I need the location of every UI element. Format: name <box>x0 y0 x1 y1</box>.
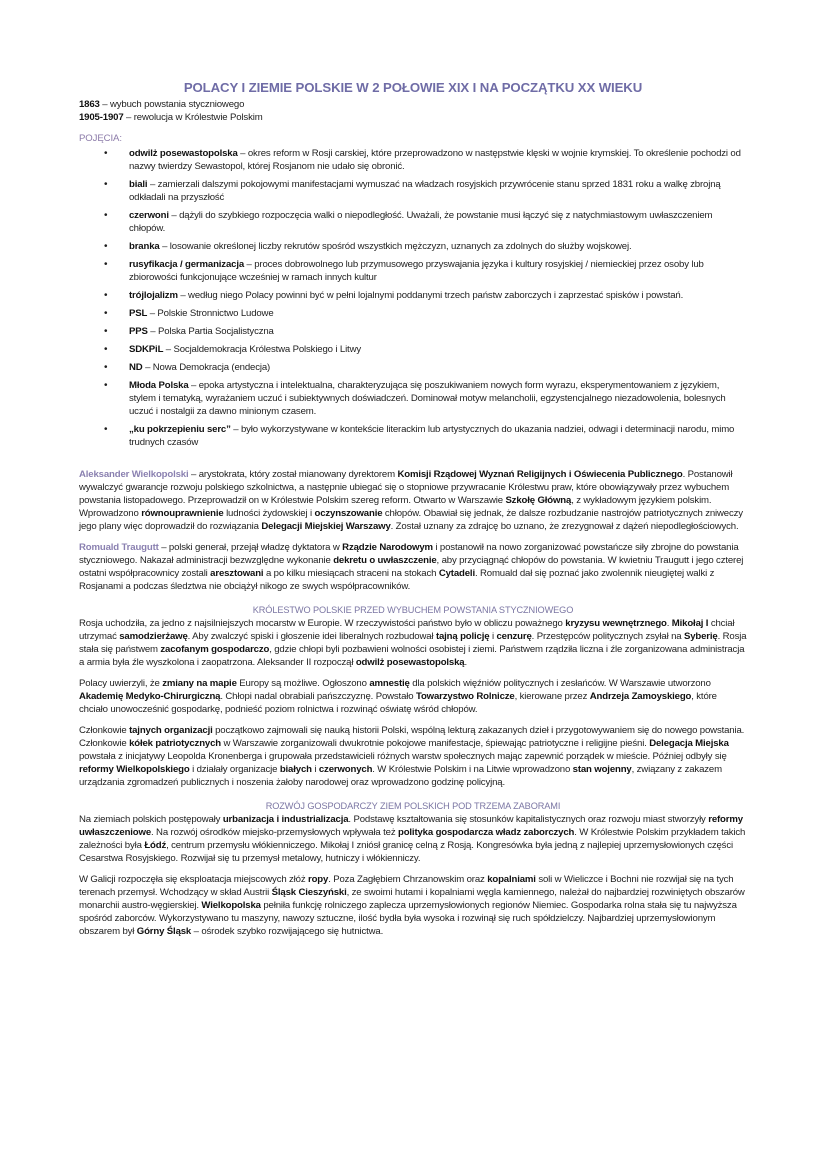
text-run: . Poza Zagłębiem Chrzanowskim oraz <box>328 874 488 885</box>
persons-block <box>79 468 747 593</box>
bullet-icon: • <box>104 424 108 435</box>
section-heading: ROZWÓJ GOSPODARCZY ZIEM POLSKICH POD TRZEMA ZABORAMI <box>265 801 561 811</box>
text-run: , związany z zakazem urządzania zgromadzeń publicznych i noszenia żałoby narodowej oraz wprowadzono godzinę policyjną. <box>79 764 722 788</box>
term-definition: – zamierzali dalszymi pokojowymi manifestacjami wymuszać na władzach rosyjskich przywrócenie stanu sprzed 1831 roku a walkę zbrojną odkładali na przyszłość <box>129 179 721 203</box>
bold-term: czerwonych <box>318 764 373 775</box>
term-definition: – epoka artystyczna i intelektualna, charakteryzująca się poszukiwaniem nowych form wyrazu, eksperymentowaniem z językiem, stylem i tematyką, wyrażaniem uczuć i subiektywnych doświadczeń. Dominował motyw melancholii, egzystencjalnego niezadowolenia, bolesnych uczuć i nostalgii za dawno minionym czasem. <box>129 380 726 417</box>
bold-term: Akademię Medyko-Chirurgiczną <box>79 691 221 702</box>
text-run: Rosja uchodziła, za jedno z najsilniejszych mocarstw w Europie. W rzeczywistości państwo było w obliczu poważnego <box>79 618 566 629</box>
bold-term: urbanizacja i industrializacja <box>222 814 349 825</box>
bold-term: kopalniami <box>487 874 536 885</box>
term-item <box>79 325 747 338</box>
text-run: – arystokrata, który został mianowany dyrektorem <box>188 469 398 480</box>
term-definition: – Nowa Demokracja (endecja) <box>142 362 271 373</box>
date-value: 1905-1907 <box>79 112 124 123</box>
bold-term: polityka gospodarcza władz zaborczych <box>398 827 575 838</box>
text-run: a po kilku miesiącach straceni na stokach <box>263 568 439 579</box>
bullet-icon: • <box>104 380 108 391</box>
bold-term: reformy Wielkopolskiego <box>79 764 190 775</box>
text-run: , które chciało unowocześnić gospodarkę, podnieść poziom rolnictwa i rozwinąć oświatę wśród chłopów. <box>79 691 717 715</box>
bullet-icon: • <box>104 326 108 337</box>
text-run: i <box>489 631 497 642</box>
text-run: . Postanowił wywalczyć gwarancje rozwoju polskiego szkolnictwa, a następnie ubiegać się o stopniowe przywracanie Królestwu praw, które obowiązywały przez wybuchem powstania listopadowego. Przeprowadził on w Królestwie Polskim szereg reform. Otwarto w Warszawie <box>79 469 733 506</box>
term-definition: – losowanie określonej liczby rekrutów spośród wszystkich mężczyzn, uznanych za zdolnych do służby wojskowej. <box>159 241 632 252</box>
bold-term: dekretu o uwłaszczenie <box>333 555 437 566</box>
term-item <box>79 258 747 284</box>
bold-term: równouprawnienie <box>141 508 224 519</box>
section-paragraph <box>79 813 747 865</box>
person-name: Romuald Traugutt <box>79 542 159 553</box>
bold-term: Szkołę Główną <box>505 495 572 506</box>
text-run: . W Królestwie Polskim przykładem takich zależności była <box>79 827 746 851</box>
text-run: i <box>311 764 319 775</box>
term-name: PPS <box>129 326 148 337</box>
bold-term: białych <box>279 764 312 775</box>
terms-list <box>79 147 747 449</box>
spacer <box>79 454 747 468</box>
text-run: . Rosja stała się państwem <box>79 631 747 655</box>
bold-term: ropy <box>308 874 329 885</box>
date-value: 1863 <box>79 99 100 110</box>
text-run: . Przestępców politycznych zsyłał na <box>531 631 684 642</box>
bold-term: stan wojenny <box>572 764 632 775</box>
bold-term: samodzierżawę <box>119 631 188 642</box>
bullet-icon: • <box>104 148 108 159</box>
bold-term: aresztowani <box>210 568 264 579</box>
term-name: ND <box>129 362 143 373</box>
term-name: PSL <box>129 308 148 319</box>
text-run: , gdzie chłopi byli pozbawieni wolności osobistej i ziemi. Państwem rządziła liczna i źle zorganizowana administracja a armia była źle wyszkolona i zaopatrzona. Aleksander II rozpoczął <box>79 644 745 668</box>
key-dates <box>79 98 747 124</box>
text-run: Europy są możliwe. Ogłoszono <box>236 678 370 689</box>
bold-term: odwilż posewastopolską <box>355 657 465 668</box>
bullet-icon: • <box>104 259 108 270</box>
text-run: dla polskich więźniów politycznych i zesłańców. W Warszawie utworzono <box>409 678 711 689</box>
text-run: . Chłopi nadal obrabiali pańszczyznę. Powstało <box>220 691 416 702</box>
person-paragraph <box>79 468 747 533</box>
text-run: Polacy uwierzyli, że <box>79 678 163 689</box>
bold-term: tajnych organizacji <box>129 725 213 736</box>
section-paragraph <box>79 724 747 789</box>
section-paragraph <box>79 873 747 938</box>
text-run: soli w Wieliczce i Bochni nie rozwijał się na tych terenach przemysł. Wchodzący w skład Austrii <box>79 874 734 898</box>
term-definition: – Polskie Stronnictwo Ludowe <box>147 308 274 319</box>
bold-term: Andrzeja Zamoyskiego <box>589 691 692 702</box>
text-run: . Aby zwalczyć spiski i głoszenie idei liberalnych rozbudował <box>187 631 436 642</box>
text-run: początkowo zajmowali się nauką historii Polski, wspólną lekturą zakazanych dzieł i przygotowywaniem się do nowego powstania. Członkowie <box>79 725 745 749</box>
text-run: . W Królestwie Polskim i na Litwie wprowadzono <box>372 764 573 775</box>
date-line <box>79 111 747 124</box>
text-run: pełniła funkcję rolniczego zaplecza uprzemysłowionych regionów Niemiec. Gospodarka rolna stała się tu najwyższa spośród zaborców. Wykorzystywano tu maszyny, nawozy sztuczne, ilość bydła była wysoka i rozwinął się ruch spółdzielczy. Najbardziej uprzemysłowionym obszarem był <box>79 900 737 937</box>
bold-term: Delegacja Miejska <box>649 738 729 749</box>
bold-term: amnestię <box>369 678 410 689</box>
bold-term: Rządzie Narodowym <box>342 542 433 553</box>
text-run: – polski generał, przejął władzę dyktatora w <box>158 542 343 553</box>
text-run: , kierowane przez <box>514 691 590 702</box>
bold-term: oczynszowanie <box>314 508 383 519</box>
term-name: SDKPiL <box>129 344 164 355</box>
text-run: . Podstawę kształtowania się stosunków kapitalistycznych oraz rozwoju miast stworzyły <box>348 814 709 825</box>
document-page <box>79 80 747 946</box>
term-name: czerwoni <box>129 210 169 221</box>
bold-term: Delegacji Miejskiej Warszawy <box>261 521 391 532</box>
section <box>79 801 747 938</box>
section <box>79 605 747 789</box>
text-run: – ośrodek szybko rozwijającego się hutnictwa. <box>191 926 384 937</box>
bold-term: reformy uwłaszczeniowe <box>79 814 743 838</box>
date-description: – rewolucja w Królestwie Polskim <box>123 112 263 123</box>
bold-term: Śląsk Cieszyński <box>271 887 347 898</box>
bold-term: Towarzystwo Rolnicze <box>415 691 515 702</box>
term-definition: – Socjaldemokracja Królestwa Polskiego i Litwy <box>163 344 361 355</box>
person-name: Aleksander Wielkopolski <box>79 469 189 480</box>
term-definition: – proces dobrowolnego lub przymusowego przyswajania języka i kultury rosyjskiej / niemieckiej przez osoby lub zbiorowości funkcjonujące wcześniej w ramach innych kultur <box>129 259 704 283</box>
bold-term: Górny Śląsk <box>136 926 192 937</box>
term-definition: – Polska Partia Socjalistyczna <box>147 326 274 337</box>
bold-term: zacofanym gospodarczo <box>160 644 270 655</box>
text-run: . <box>666 618 672 629</box>
term-item <box>79 147 747 173</box>
text-run: , ze swoimi hutami i kopalniami węgla kamiennego, należał do najbardziej rozwiniętych obszarów monarchii austro-węgierskiej. <box>79 887 745 911</box>
text-run: i działały organizacje <box>189 764 280 775</box>
text-run: Na ziemiach polskich postępowały <box>79 814 223 825</box>
term-name: biali <box>129 179 148 190</box>
text-run: , centrum przemysłu włókienniczego. Mikołaj I zniósł granicę celną z Rosją. Kongresówka była jedną z najlepiej uprzemysłowionych części Cesarstwa Rosyjskiego. Rozwijał się tu przemysł metalowy, hutniczy i włókienniczy. <box>79 840 733 864</box>
bold-term: Mikołaj I <box>671 618 709 629</box>
text-run: , z wykładowym językiem polskim. Wprowadzono <box>79 495 712 519</box>
bold-term: kryzysu wewnętrznego <box>565 618 667 629</box>
bold-term: tajną policję <box>435 631 490 642</box>
text-run: . Romuald dał się poznać jako zwolennik nieugiętej walki z Rosjanami a podczas śledztwa nie obciążył nikogo ze swych współpracowników. <box>79 568 715 592</box>
text-run: ludności żydowskiej i <box>223 508 315 519</box>
text-run: i postanowił na nowo zorganizować powstańcze siły zbrojne do powstania styczniowego. Nakazał administracji bezwzględne wykonanie <box>79 542 739 566</box>
text-run: , aby przyciągnąć chłopów do powstania. W kwietniu Traugutt i jego czterej ostatni współpracownicy zostali <box>79 555 744 579</box>
bullet-icon: • <box>104 290 108 301</box>
term-item <box>79 343 747 356</box>
bold-term: Wielkopolska <box>201 900 261 911</box>
sections-block <box>79 605 747 938</box>
date-line <box>79 98 747 111</box>
bold-term: Cytadeli <box>438 568 475 579</box>
date-description: – wybuch powstania styczniowego <box>99 99 245 110</box>
text-run: chciał utrzymać <box>79 618 735 642</box>
bullet-icon: • <box>104 308 108 319</box>
term-item <box>79 423 747 449</box>
bullet-icon: • <box>104 241 108 252</box>
text-run: . Został uznany za zdrajcę bo uznano, że zrezygnował z dążeń niepodległościowych. <box>390 521 739 532</box>
bold-term: Syberię <box>683 631 718 642</box>
term-item <box>79 307 747 320</box>
section-heading: KRÓLESTWO POLSKIE PRZED WYBUCHEM POWSTANIA STYCZNIOWEGO <box>252 605 574 615</box>
bullet-icon: • <box>104 210 108 221</box>
term-name: rusyfikacja / germanizacja <box>129 259 245 270</box>
bold-term: Komisji Rządowej Wyznań Religijnych i Oświecenia Publicznego <box>397 469 683 480</box>
bold-term: cenzurę <box>496 631 532 642</box>
text-run: . <box>464 657 468 668</box>
term-name: odwilż posewastopolska <box>129 148 238 159</box>
term-item <box>79 178 747 204</box>
document-title: POLACY I ZIEMIE POLSKIE W 2 POŁOWIE XIX I NA POCZĄTKU XX WIEKU <box>183 80 643 95</box>
text-run: . Na rozwój ośrodków miejsko-przemysłowych wpływała też <box>151 827 398 838</box>
term-item <box>79 379 747 418</box>
bold-term: kółek patriotycznych <box>129 738 221 749</box>
text-run: w Warszawie zorganizowali dwukrotnie pokojowe manifestacje, śpiewając patriotyczne i religijne pieśni. <box>220 738 650 749</box>
term-definition: – dążyli do szybkiego rozpoczęcia walki o niepodległość. Uważali, że powstanie musi łączyć się z natychmiastowym uwłaszczeniem chłopów. <box>129 210 713 234</box>
terms-heading: POJĘCIA: <box>79 133 122 144</box>
text-run: Członkowie <box>79 725 130 736</box>
person-paragraph <box>79 541 747 593</box>
term-definition: – okres reform w Rosji carskiej, które przeprowadzono w następstwie klęski w wojnie krymskiej. To określenie pochodzi od nazwy twierdzy Sewastopol, której Rosjanom nie udało się obronić. <box>129 148 741 172</box>
section-paragraph <box>79 677 747 716</box>
term-definition: – według niego Polacy powinni być w pełni lojalnymi poddanymi trzech państw zaborczych i zaprzestać spisków i powstań. <box>177 290 684 301</box>
term-name: „ku pokrzepieniu serc” <box>129 424 231 435</box>
term-item <box>79 289 747 302</box>
text-run: W Galicji rozpoczęła się eksploatacja miejscowych złóż <box>79 874 309 885</box>
term-item <box>79 209 747 235</box>
term-name: branka <box>129 241 160 252</box>
text-run: powstała z inicjatywy Leopolda Kronenberga i grupowała przedstawicieli różnych warstw społecznych mając zapewnić porządek w mieście. Później odbyły się <box>79 751 727 762</box>
bullet-icon: • <box>104 179 108 190</box>
section-paragraph <box>79 617 747 669</box>
bold-term: Łódź <box>144 840 167 851</box>
term-item <box>79 240 747 253</box>
term-item <box>79 361 747 374</box>
bullet-icon: • <box>104 362 108 373</box>
term-definition: – było wykorzystywane w kontekście literackim lub artystycznych do ukazania nadziei, odwagi i determinacji narodu, mimo trudnych czasów <box>129 424 735 448</box>
bullet-icon: • <box>104 344 108 355</box>
term-name: trójlojalizm <box>129 290 178 301</box>
term-name: Młoda Polska <box>129 380 189 391</box>
bold-term: zmiany na mapie <box>162 678 237 689</box>
text-run: chłopów. Obawiał się jednak, że dalsze rozbudzanie nastrojów patriotycznych zniweczy jego plany więc doprowadził do rozwiązania <box>79 508 743 532</box>
